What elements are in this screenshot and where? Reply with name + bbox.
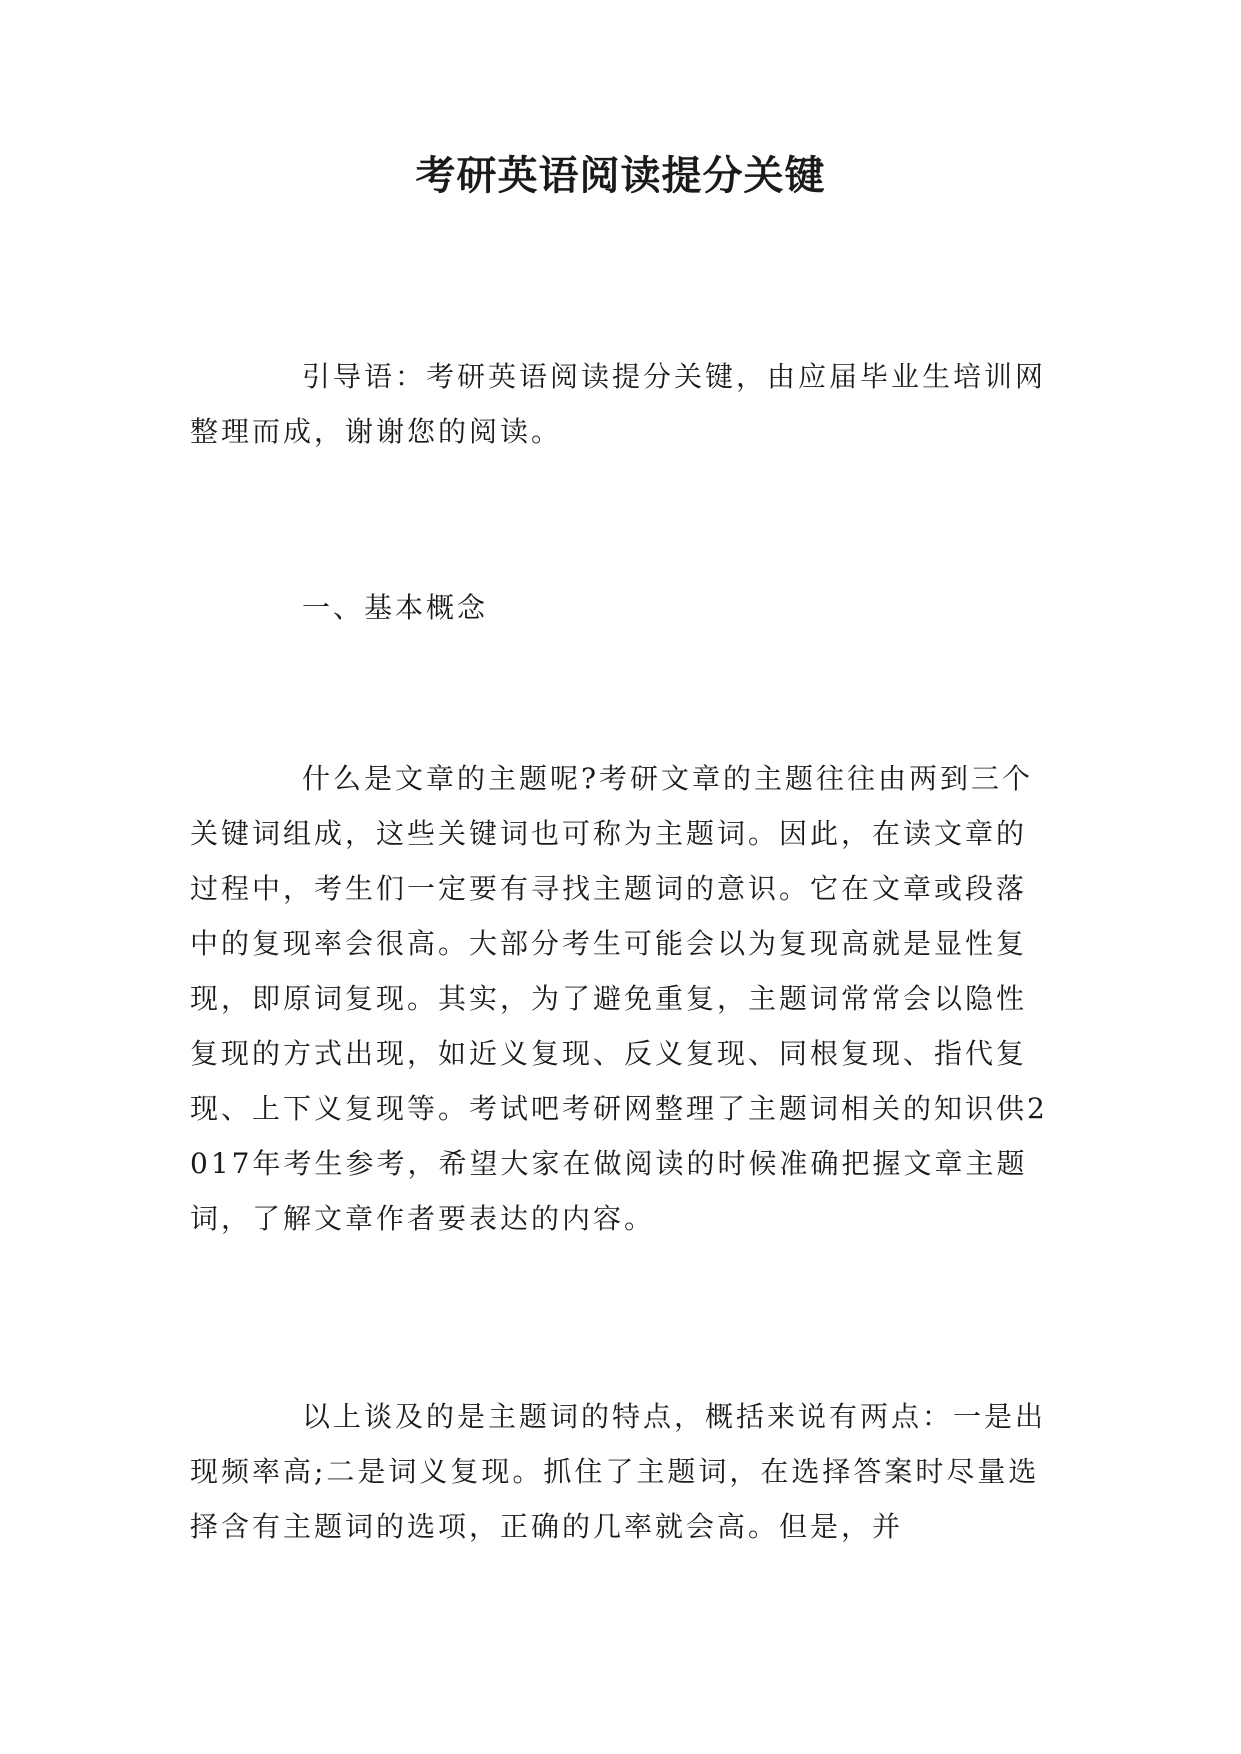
intro-paragraph: 引导语：考研英语阅读提分关键，由应届毕业生培训网整理而成，谢谢您的阅读。: [190, 360, 1047, 448]
document-title: 考研英语阅读提分关键: [415, 152, 826, 199]
section-heading: 一、基本概念: [302, 591, 489, 624]
body-paragraph: 以上谈及的是主题词的特点，概括来说有两点：一是出现频率高;二是词义复现。抓住了主题词，在选择答案时尽量选择含有主题词的选项，正确的几率就会高。但是，并: [190, 1400, 1047, 1543]
body-paragraph: 什么是文章的主题呢?考研文章的主题往往由两到三个关键词组成，这些关键词也可称为主题词。因此，在读文章的过程中，考生们一定要有寻找主题词的意识。它在文章或段落中的复现率会很高。大部分考生可能会以为复现高就是显性复现，即原词复现。其实，为了避免重复，主题词常常会以隐性复现的方式出现，如近义复现、反义复现、同根复现、指代复现、上下义复现等。考试吧考研网整理了主题词相关的知识供2017年考生参考，希望大家在做阅读的时候准确把握文章主题词，了解文章作者要表达的内容。: [190, 762, 1048, 1235]
